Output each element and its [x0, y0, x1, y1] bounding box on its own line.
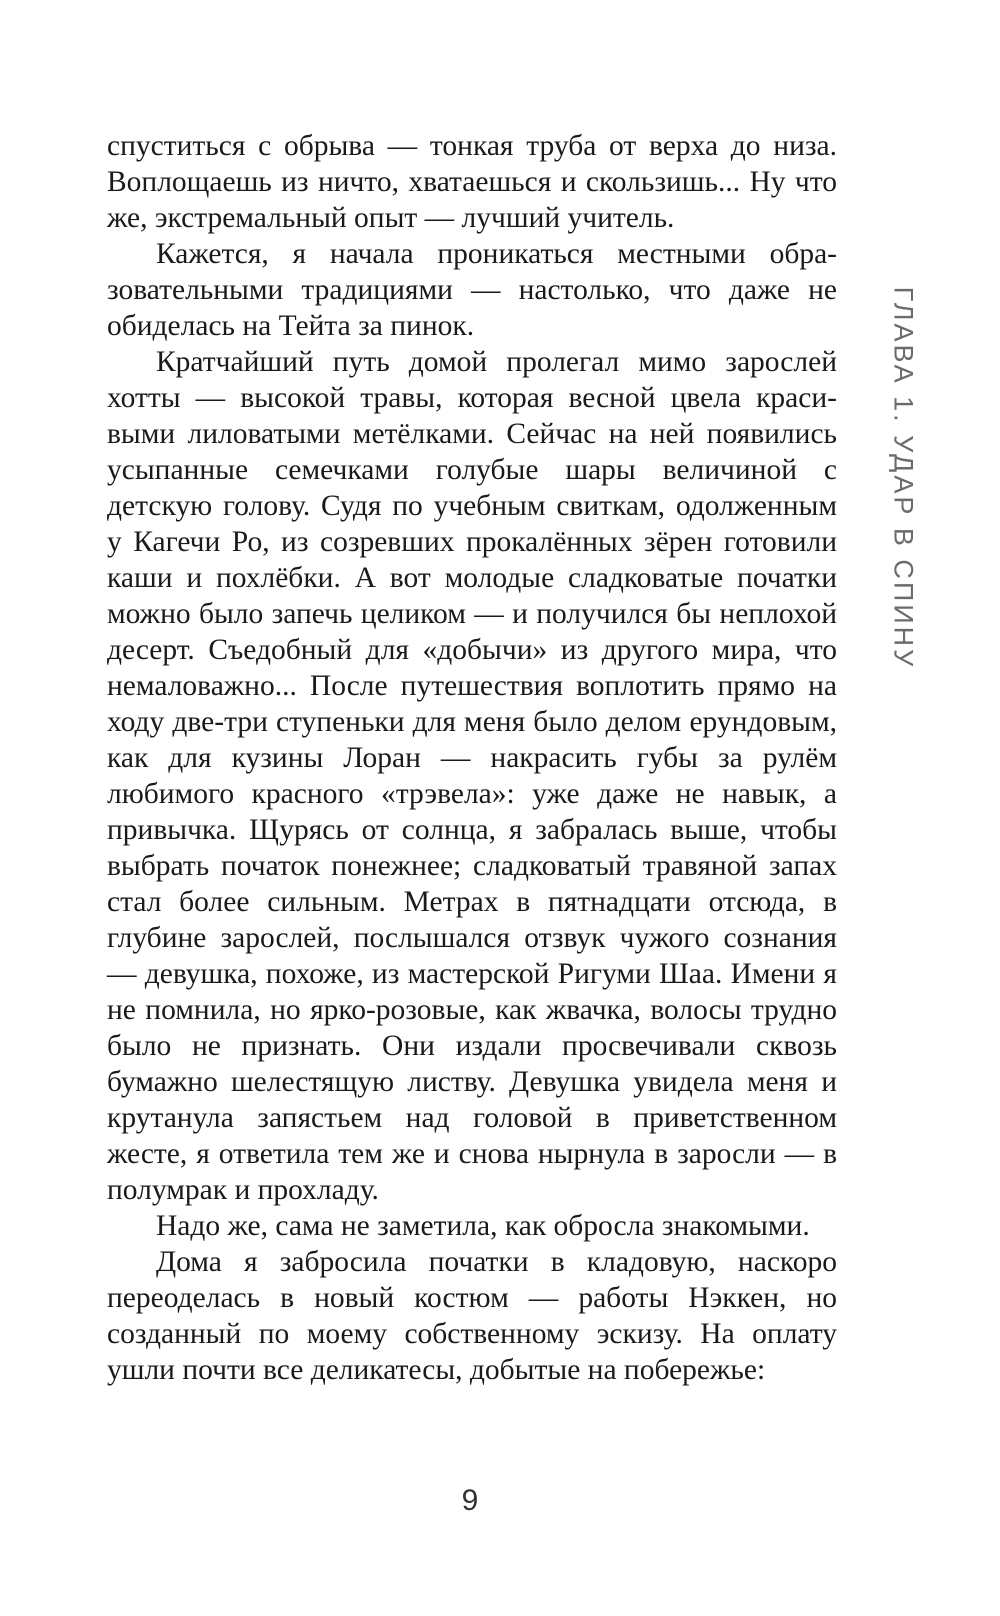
chapter-running-head: ГЛАВА 1. УДАР В СПИНУ	[888, 286, 919, 670]
page-number: 9	[461, 1484, 479, 1517]
paragraph: Кажется, я начала проникаться местными образовательными традициями — настолько, что даже не обиделась на Тейта за пинок.	[107, 238, 837, 342]
paragraph-continued: спуститься с обрыва — тонкая труба от верха до низа. Воплощаешь из ничто, хватаешься и скользишь... Ну что же, экстремальный опыт — лучший учитель.	[107, 130, 837, 234]
body-text	[107, 128, 837, 1388]
paragraph: Кратчайший путь домой пролегал мимо зарослей хотты — высокой травы, которая весной цвела красивыми лиловатыми метёлками. Сейчас на ней появились усыпанные семечками голубые шары величиной с детскую голову. Судя по учебным свиткам, одолженным у Кагечи Ро, из созревших прокалённых зёрен готовили каши и похлёбки. А вот молодые сладковатые початки можно было запечь целиком — и получился бы неплохой десерт. Съедобный для «добычи» из другого мира, что немаловажно... После путешествия воплотить прямо на ходу две-три ступеньки для меня было делом ерундовым, как для кузины Лоран — накрасить губы за рулём любимого красного «трэвела»: уже даже не навык, а привычка. Щурясь от солнца, я забралась выше, чтобы выбрать початок понежнее; сладковатый травяной запах стал более сильным. Метрах в пятнадцати отсюда, в глубине зарослей, послышался отзвук чужого сознания — девушка, похоже, из мастерской Ригуми Шаа. Имени я не помнила, но ярко-розовые, как жвачка, волосы трудно было не признать. Они издали просвечивали сквозь бумажно шелестящую листву. Девушка увидела меня и крутанула запястьем над головой в приветственном жесте, я ответила тем же и снова нырнула в заросли — в полумрак и прохладу.	[107, 346, 837, 1206]
paragraph: Дома я забросила початки в кладовую, наскоро переоделась в новый костюм — работы Нэккен, но созданный по моему собственному эскизу. На оплату ушли почти все деликатесы, добытые на побережье:	[107, 1246, 837, 1386]
paragraph: Надо же, сама не заметила, как обросла знакомыми.	[156, 1210, 810, 1242]
